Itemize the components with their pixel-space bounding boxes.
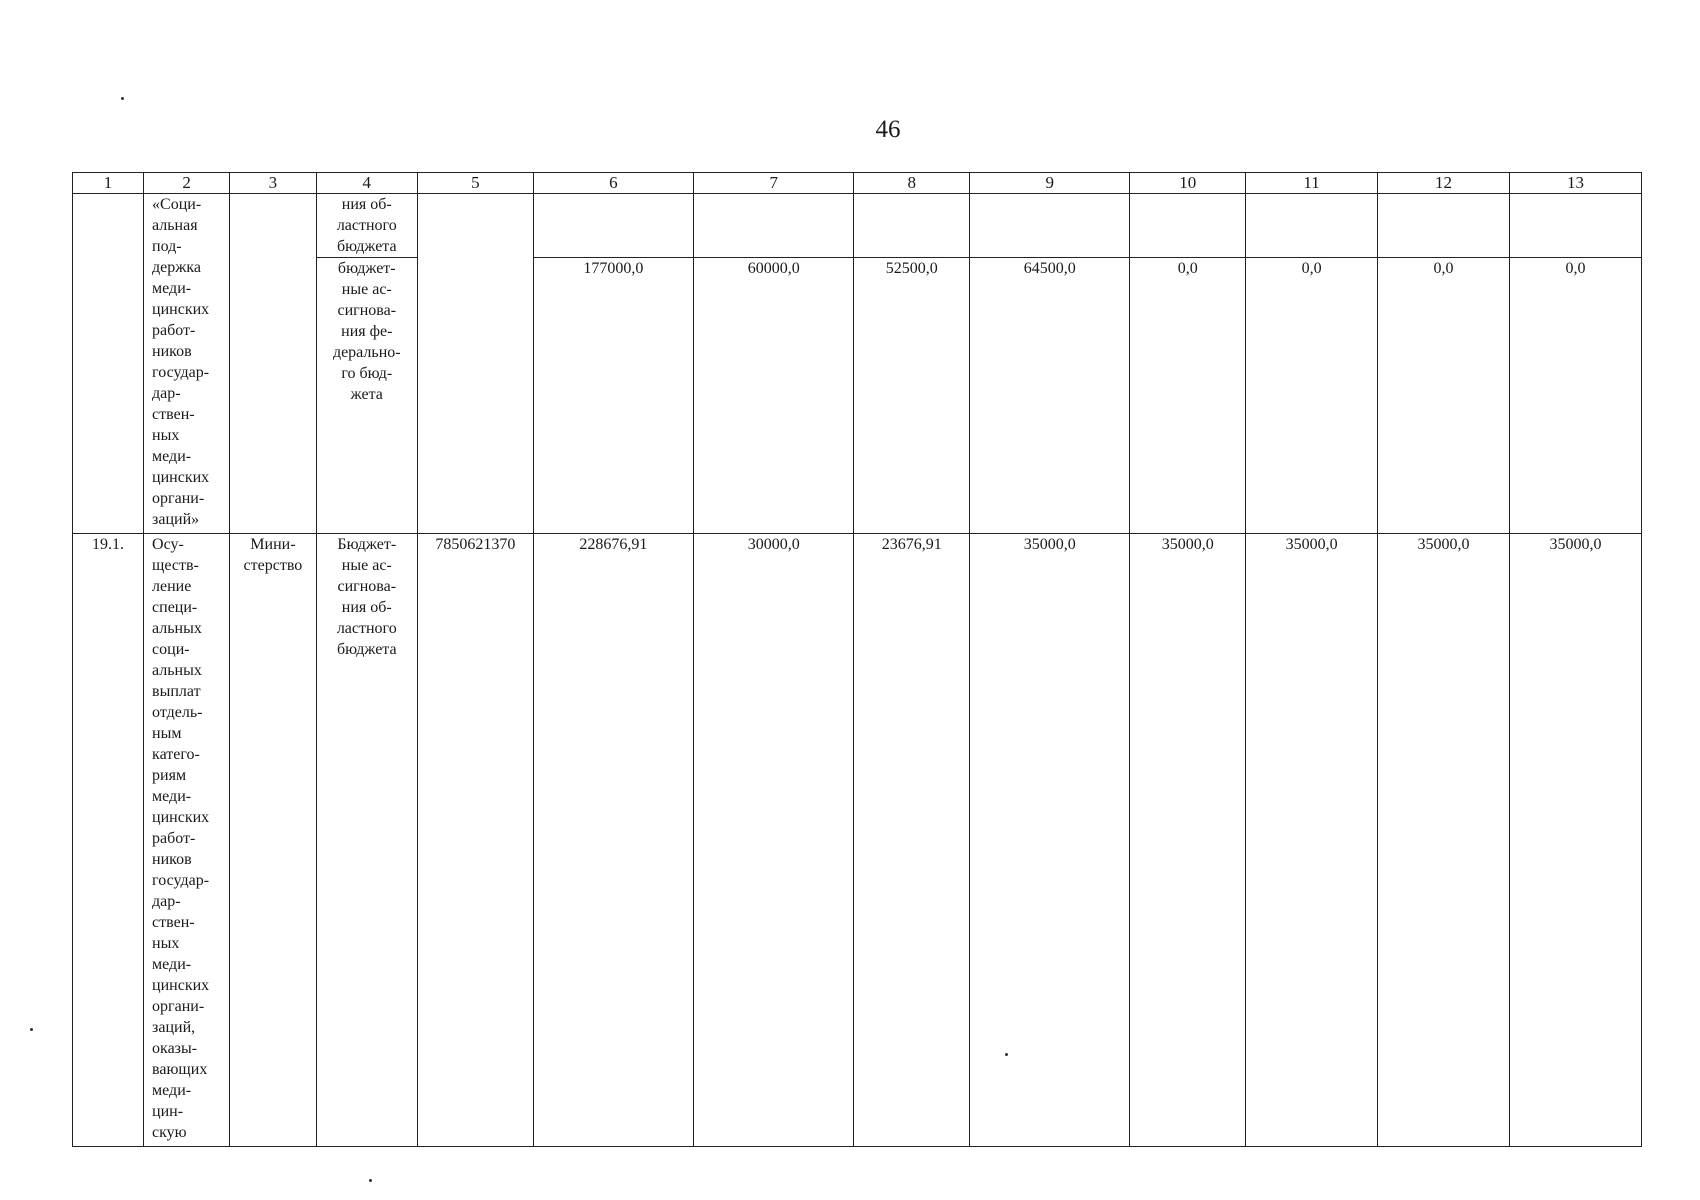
column-header: 2	[144, 173, 230, 194]
table-row-continuation-regional	[73, 194, 1642, 258]
value-cell: 0,0	[1378, 258, 1510, 534]
row-number-cell: 19.1.	[73, 534, 144, 1147]
value-cell	[694, 194, 854, 258]
budget-table	[72, 172, 1642, 1147]
scan-speck	[1005, 1053, 1008, 1056]
column-header: 5	[418, 173, 534, 194]
value-cell	[1378, 194, 1510, 258]
row-number-cell	[73, 194, 144, 534]
value-cell: 35000,0	[1509, 534, 1641, 1147]
measure-name-cell: «Соци- альная под- держка меди- цинских работ- ников государ- дар- ствен- ных меди- цинских органи- заций»	[144, 194, 230, 534]
value-cell	[1246, 194, 1378, 258]
code-cell: 7850621370	[418, 534, 534, 1147]
column-header: 11	[1246, 173, 1378, 194]
executor-cell: Мини- стерство	[230, 534, 316, 1147]
column-header: 6	[533, 173, 693, 194]
value-cell: 35000,0	[1246, 534, 1378, 1147]
column-header: 9	[970, 173, 1130, 194]
column-header: 3	[230, 173, 316, 194]
value-cell	[1509, 194, 1641, 258]
funding-source-cell: ния об- ластного бюджета	[316, 194, 417, 258]
value-cell	[1130, 194, 1246, 258]
column-header: 8	[854, 173, 970, 194]
value-cell-total: 228676,91	[533, 534, 693, 1147]
column-header: 7	[694, 173, 854, 194]
scan-speck	[369, 1179, 372, 1182]
page-number: 46	[875, 116, 901, 143]
value-cell-total: 177000,0	[533, 258, 693, 534]
value-cell: 60000,0	[694, 258, 854, 534]
value-cell: 0,0	[1246, 258, 1378, 534]
column-header: 1	[73, 173, 144, 194]
value-cell: 52500,0	[854, 258, 970, 534]
value-cell: 0,0	[1509, 258, 1641, 534]
value-cell: 30000,0	[694, 534, 854, 1147]
column-header: 13	[1509, 173, 1641, 194]
column-header: 10	[1130, 173, 1246, 194]
column-number-row	[73, 173, 1642, 194]
value-cell	[533, 194, 693, 258]
scan-speck	[30, 1028, 33, 1031]
value-cell: 0,0	[1130, 258, 1246, 534]
executor-cell	[230, 194, 316, 534]
measure-name-cell: Осу- ществ- ление специ- альных соци- альных выплат отдель- ным катего- риям меди- цинских работ- ников государ- дар- ствен- ных меди- цинских органи- заций, оказы- вающих меди- цин- скую	[144, 534, 230, 1147]
column-header: 4	[316, 173, 417, 194]
funding-source-cell: Бюджет- ные ас- сигнова- ния об- ластного бюджета	[316, 534, 417, 1147]
value-cell: 35000,0	[1378, 534, 1510, 1147]
value-cell: 23676,91	[854, 534, 970, 1147]
value-cell	[970, 194, 1130, 258]
value-cell: 35000,0	[1130, 534, 1246, 1147]
code-cell	[418, 194, 534, 534]
column-header: 12	[1378, 173, 1510, 194]
value-cell	[854, 194, 970, 258]
value-cell: 35000,0	[970, 534, 1130, 1147]
scan-speck	[121, 97, 124, 100]
table-row-item-19-1	[73, 534, 1642, 1147]
funding-source-cell: бюджет- ные ас- сигнова- ния фе- дерально- го бюд- жета	[316, 258, 417, 534]
value-cell: 64500,0	[970, 258, 1130, 534]
